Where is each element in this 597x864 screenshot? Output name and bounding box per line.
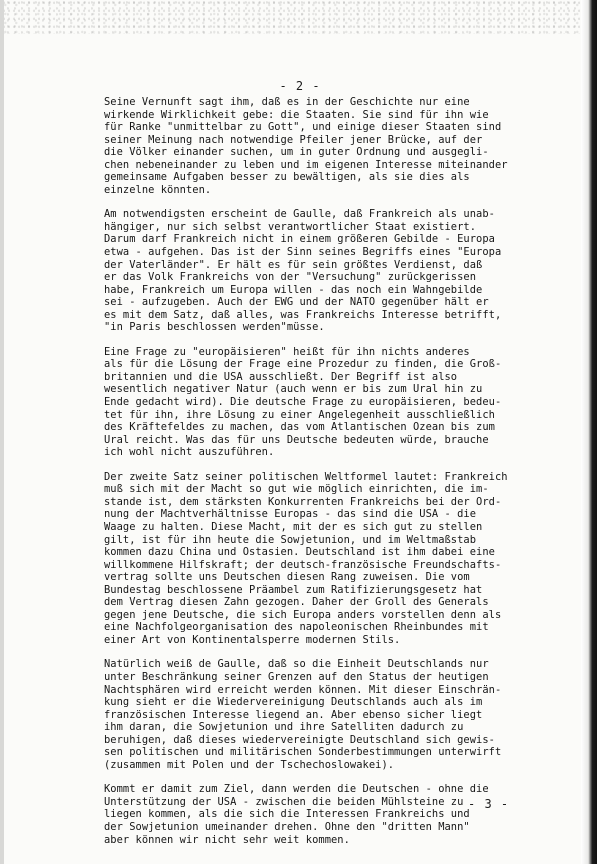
paragraph: Der zweite Satz seiner politischen Weltformel lautet: Frankreich muß sich mit der Macht so gut wie möglich einrichten, die im- stande ist, dem stärksten Konkurrenten Frankreichs bei der Ord- nung der Machtverhältnisse Europas - das sind die USA - die Waage zu halten. Diese Macht, mit der es sich gut zu stellen gilt, ist für ihn heute die Sowjetunion, und im Weltmaßstab kommen dazu China und Ostasien. Deutschland ist ihm dabei eine willkommene Hilfskraft; der deutsch-französische Freundschafts- vertrag sollte uns Deutschen diesen Rang zuweisen. Die vom Bundestag beschlossene Präambel zum Ratifizierungsgesetz hat dem Vertrag diesen Zahn gezogen. Daher der Groll des Generals gegen jene Deutsche, die sich Europa anders vorstellen denn als eine Nachfolgeorganisation des napoleonischen Rheinbundes mit einer Art von Kontinentalsperre modernen Stils. xyxy=(104,470,508,646)
page-number-top: - 2 - xyxy=(279,79,321,93)
paragraph: Am notwendigsten erscheint de Gaulle, daß Frankreich als unab- hängiger, nur sich selbst verantwortlicher Staat existiert. Darum darf Frankreich nicht in einem größeren Gebilde - Europa etwa - aufgehen. Das ist der Sinn seines Begriffs eines "Europa der Vaterländer". Er hält es für sein größtes Verdienst, daß er das Volk Frankreichs von der "Versuchung" zurückgerissen habe, Frankreich um Europa willen - das noch ein Wahngebilde sei - aufzugeben. Auch der EWG und der NATO gegenüber hält er es mit dem Satz, daß alles, was Frankreichs Interesse betrifft, "in Paris beschlossen werden"müsse. xyxy=(104,208,502,334)
paragraph: Natürlich weiß de Gaulle, daß so die Einheit Deutschlands nur unter Beschränkung seiner Grenzen auf den Status der heutigen Nachtsphären wird erreicht werden können. Mit dieser Einschrän- kung sieht er die Wiedervereinigung Deutschlands auch als im französischen Interesse liegend an. Aber ebenso sicher liegt ihm daran, die Sowjetunion und ihre Satelliten dadurch zu beruhigen, daß dieses wiedervereinigte Deutschland sich gewis- sen politischen und militärischen Sonderbestimmungen unterwirft (zusammen mit Polen und der Tschechoslowakei). xyxy=(104,658,502,771)
scan-edge-left xyxy=(0,0,4,864)
scan-edge-right xyxy=(581,0,597,864)
body-text xyxy=(104,96,572,858)
paragraph: Seine Vernunft sagt ihm, daß es in der Geschichte nur eine wirkende Wirklichkeit gebe: die Staaten. Sie sind für ihn wie für Ranke "unmittelbar zu Gott", und einige dieser Staaten sind seiner Meinung nach notwendige Pfeiler jener Brücke, auf der die Völker einander suchen, um in guter Ordnung und ausgegli- chen nebeneinander zu leben und im eigenen Interesse miteinander gemeinsame Aufgaben besser zu bewältigen, als sie dies als einzelne könnten. xyxy=(104,96,508,196)
page-number-bottom: - 3 - xyxy=(468,797,510,811)
paragraph: Kommt er damit zum Ziel, dann werden die Deutschen - ohne die Unterstützung der USA - zwischen die beiden Mühlsteine zu liegen kommen, als die sich die Interessen Frankreichs und der Sowjetunion umeinander drehen. Ohne den "dritten Mann" aber können wir nicht sehr weit kommen. xyxy=(104,783,489,846)
scan-noise xyxy=(0,0,597,34)
paragraph: Eine Frage zu "europäisieren" heißt für ihn nichts anderes als für die Lösung der Frage eine Prozedur zu finden, die Groß- britannien und die USA ausschließt. Der Begriff ist also wesentlich negativer Natur (auch wenn er bis zum Ural hin zu Ende gedacht wird). Die deutsche Frage zu europäisieren, bedeu- tet für ihn, ihre Lösung zu einer Angelegenheit ausschließlich des Kräftefeldes zu machen, das vom Atlantischen Ozean bis zum Ural reicht. Was das für uns Deutsche bedeuten würde, brauche ich wohl nicht auszuführen. xyxy=(104,345,502,459)
